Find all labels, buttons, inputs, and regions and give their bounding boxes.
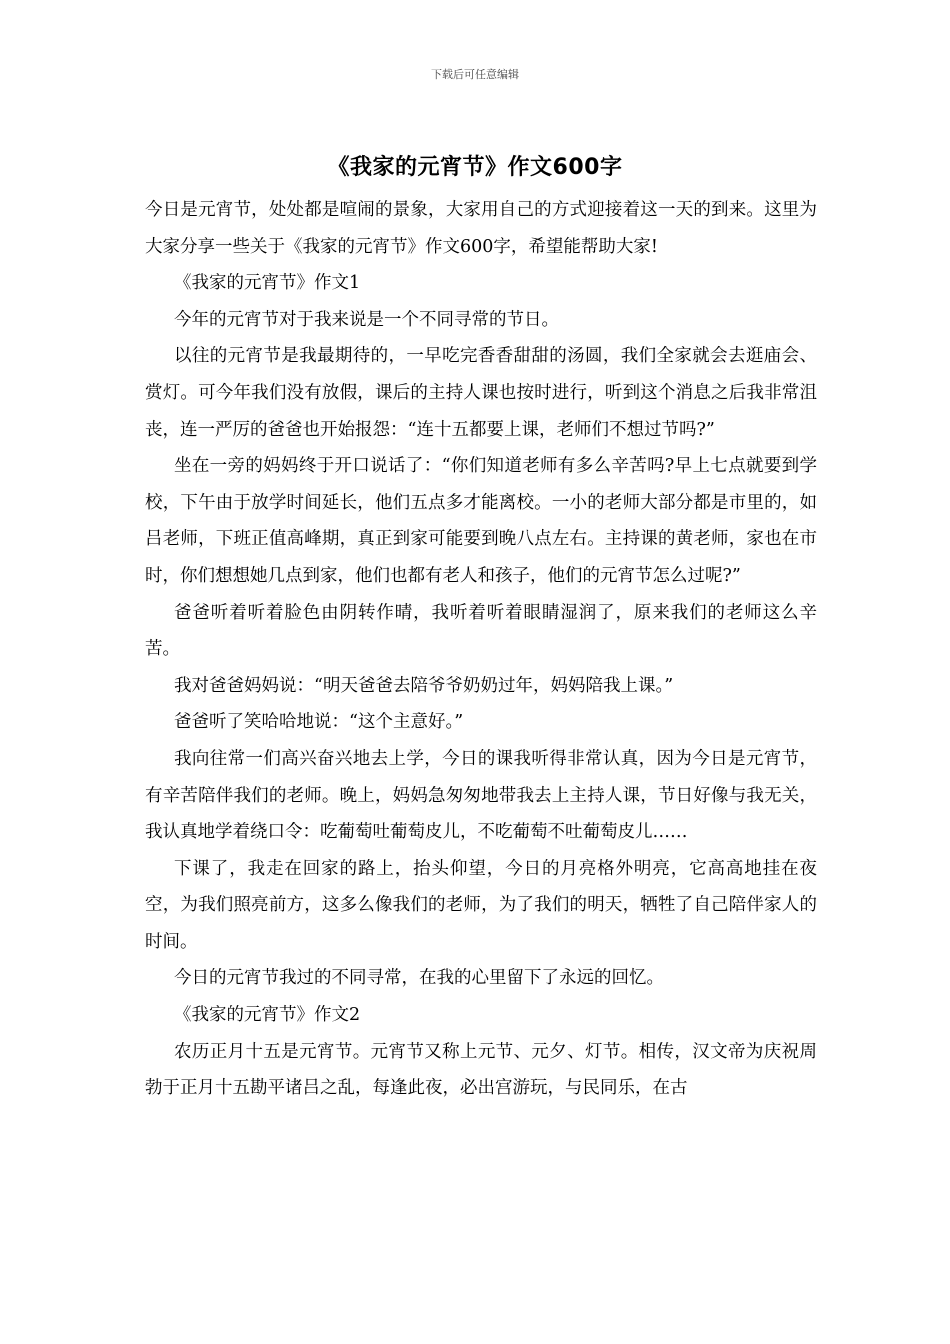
paragraph: 坐在一旁的妈妈终于开口说话了：“你们知道老师有多么辛苦吗?早上七点就要到学校，下午由于放学时间延长，他们五点多才能离校。一小的老师大部分都是市里的，如吕老师，下班正值高峰期，真正到家可能要到晚八点左右。主持课的黄老师，家也在市时，你们想想她几点到家，他们也都有老人和孩子，他们的元宵节怎么过呢?” xyxy=(145,456,817,586)
paragraph: 我对爸爸妈妈说：“明天爸爸去陪爷爷奶奶过年，妈妈陪我上课。” xyxy=(174,675,674,696)
paragraph: 今日是元宵节，处处都是喧闹的景象，大家用自己的方式迎接着这一天的到来。这里为大家分享一些关于《我家的元宵节》作文600字，希望能帮助大家! xyxy=(145,200,817,257)
paragraph: 今年的元宵节对于我来说是一个不同寻常的节日。 xyxy=(174,309,559,330)
paragraph: 爸爸听着听着脸色由阴转作晴，我听着听着眼睛湿润了，原来我们的老师这么辛苦。 xyxy=(145,602,817,660)
document-title: 《我家的元宵节》作文600字 xyxy=(327,155,623,180)
document-body xyxy=(145,192,817,1107)
paragraph: 爸爸听了笑哈哈地说：“这个主意好。” xyxy=(174,712,464,733)
section-heading: 《我家的元宵节》作文1 xyxy=(174,273,361,294)
paragraph: 今日的元宵节我过的不同寻常，在我的心里留下了永远的回忆。 xyxy=(174,968,664,989)
paragraph: 下课了，我走在回家的路上，抬头仰望，今日的月亮格外明亮，它高高地挂在夜空，为我们照亮前方，这多么像我们的老师，为了我们的明天，牺牲了自己陪伴家人的时间。 xyxy=(145,858,817,952)
paragraph: 以往的元宵节是我最期待的，一早吃完香香甜甜的汤圆，我们全家就会去逛庙会、赏灯。可今年我们没有放假，课后的主持人课也按时进行，听到这个消息之后我非常沮丧，连一严厉的爸爸也开始报怨：“连十五都要上课，老师们不想过节吗?” xyxy=(145,346,817,440)
section-heading: 《我家的元宵节》作文2 xyxy=(174,1005,361,1026)
paragraph: 我向往常一们高兴奋兴地去上学，今日的课我听得非常认真，因为今日是元宵节，有辛苦陪伴我们的老师。晚上，妈妈急匆匆地带我去上主持人课，节日好像与我无关，我认真地学着绕口令：吃葡萄吐葡萄皮儿，不吃葡萄不吐葡萄皮儿…… xyxy=(145,748,817,843)
paragraph: 农历正月十五是元宵节。元宵节又称上元节、元夕、灯节。相传，汉文帝为庆祝周勃于正月十五勘平诸吕之乱，每逢此夜，必出宫游玩，与民同乐，在古 xyxy=(145,1041,817,1099)
header-note: 下载后可任意编辑 xyxy=(431,68,519,81)
